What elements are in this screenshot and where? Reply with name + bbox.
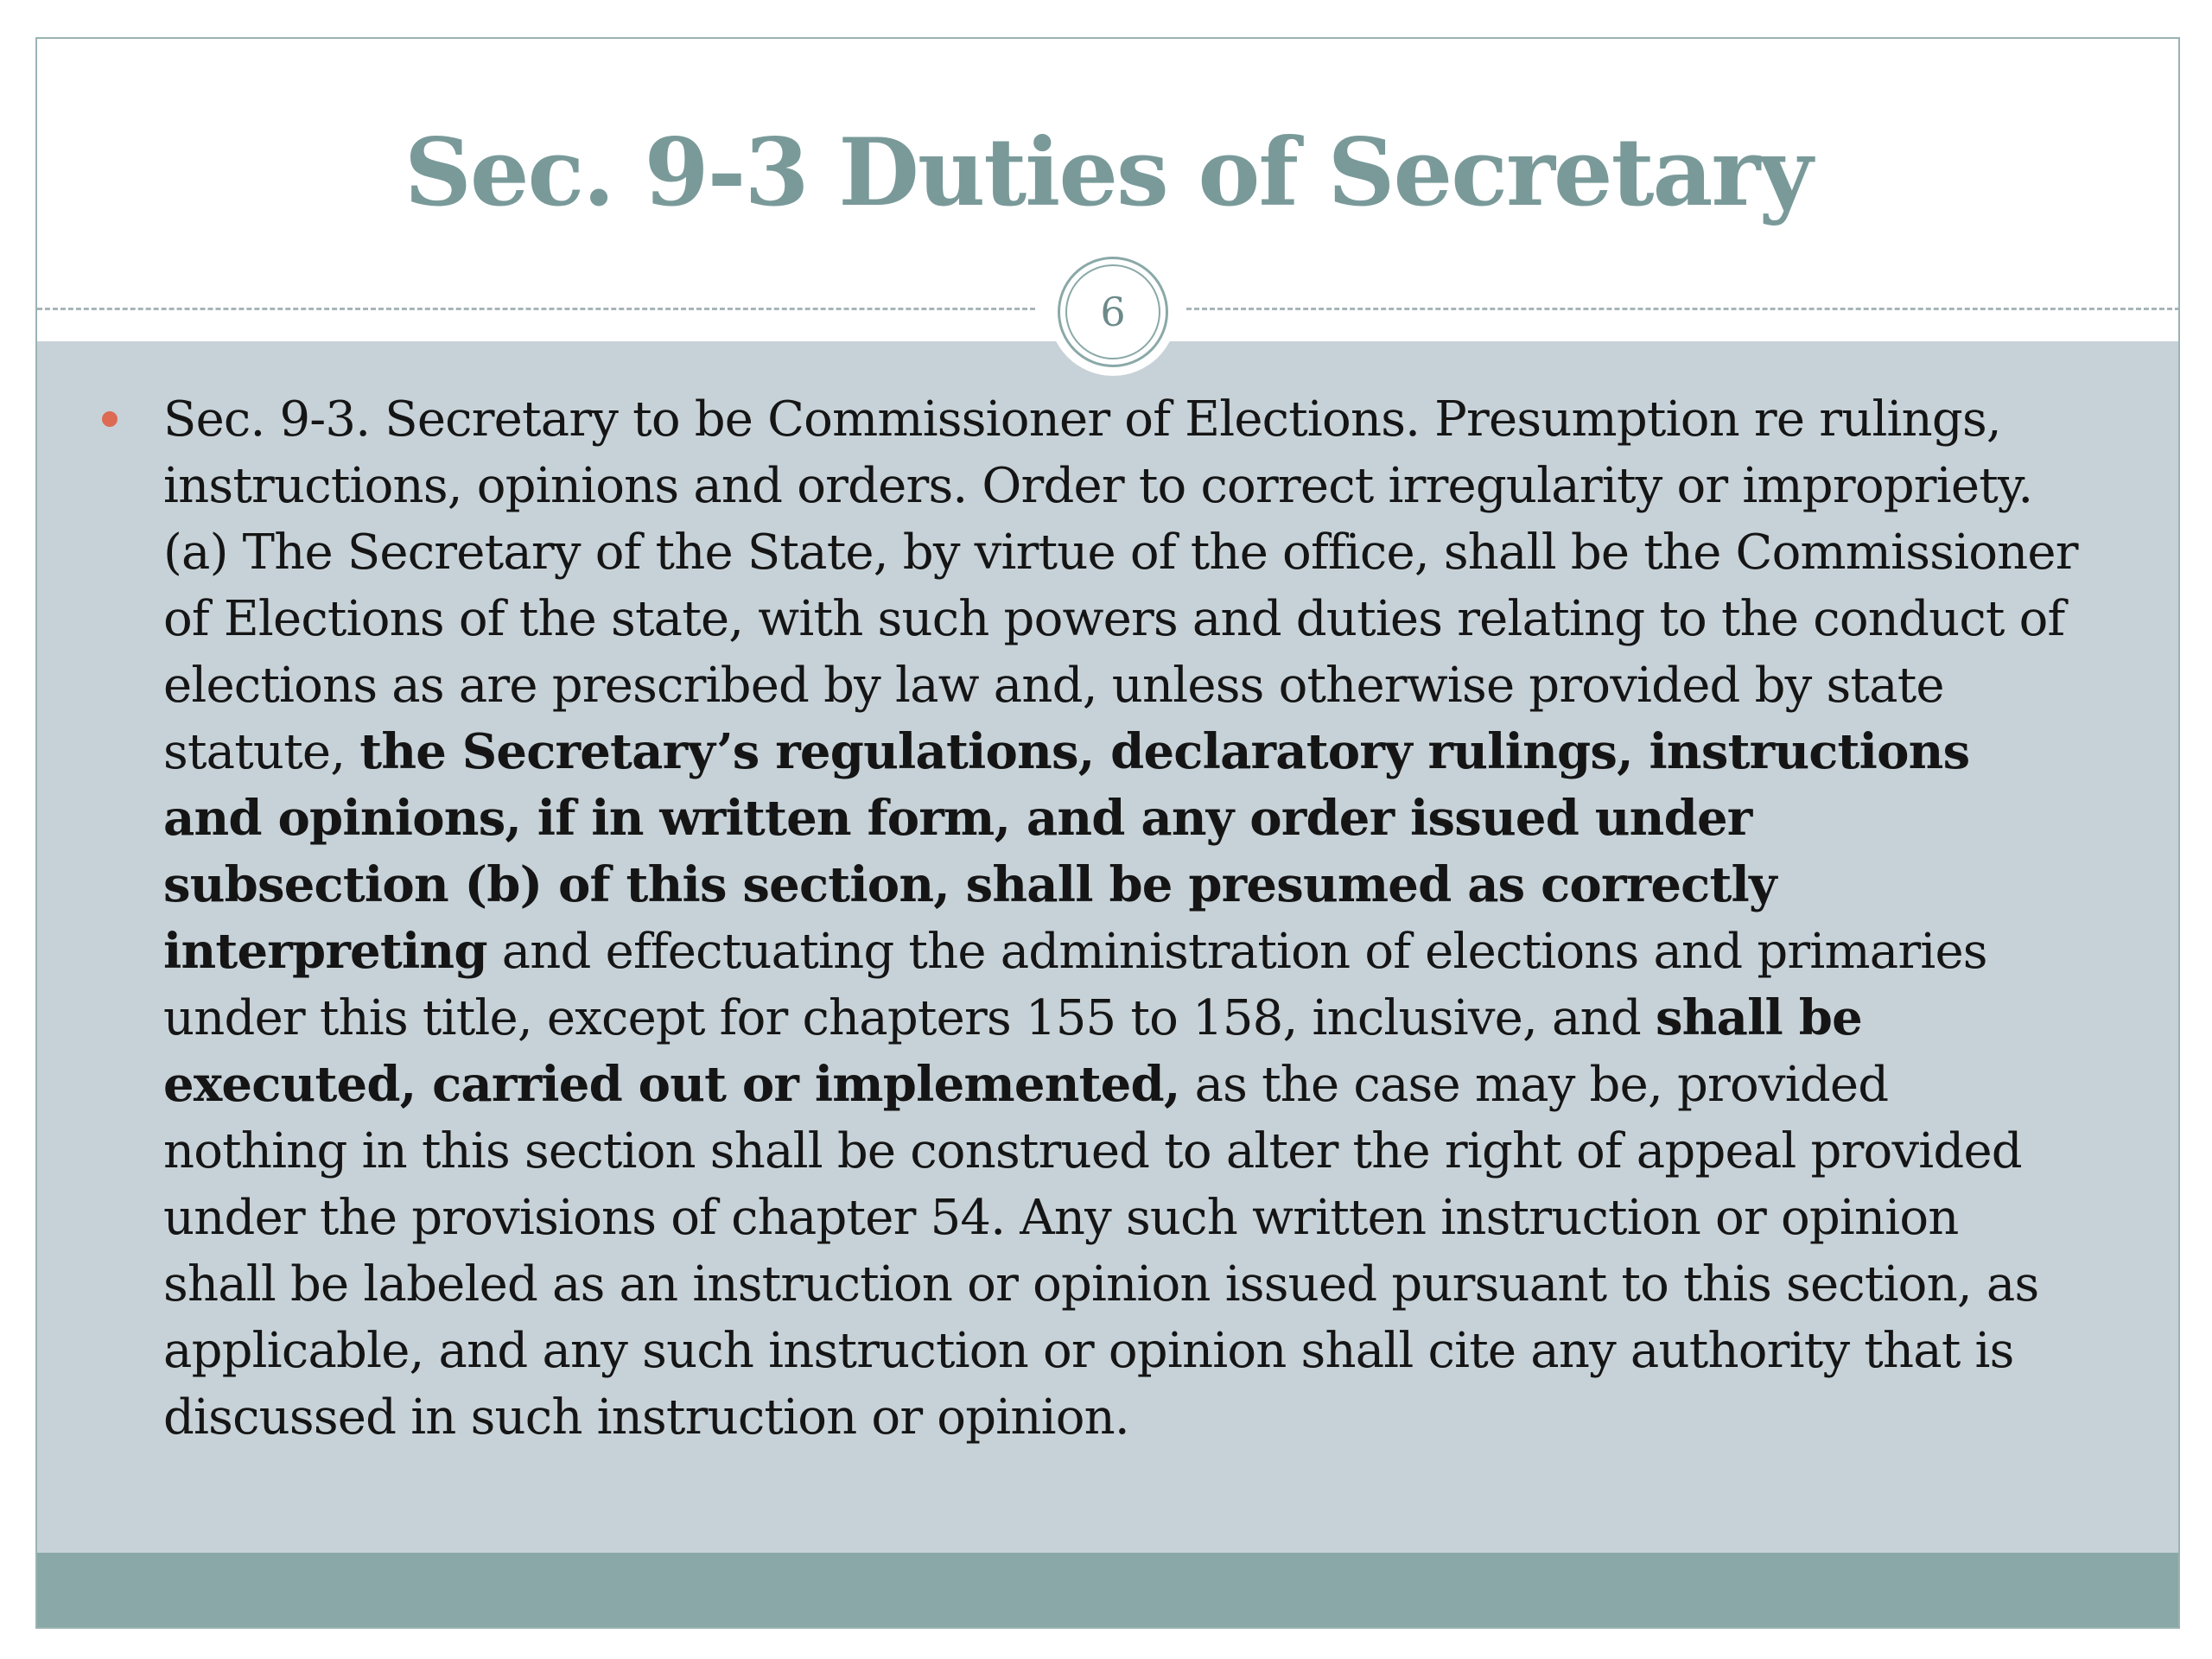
divider-right bbox=[1186, 308, 2180, 310]
slide-number: 6 bbox=[1065, 264, 1160, 359]
text-line bbox=[163, 1251, 2142, 1318]
text-run: of Elections of the state, with such powers and duties relating to the conduct of bbox=[163, 591, 2065, 647]
text-run: elections as are prescribed by law and, unless otherwise provided by state bbox=[163, 658, 1944, 714]
text-line bbox=[163, 719, 2142, 785]
bold-text-run: and opinions, if in written form, and any order issued under bbox=[163, 790, 1752, 847]
bold-text-run: executed, carried out or implemented, bbox=[163, 1056, 1180, 1113]
text-run: under the provisions of chapter 54. Any such written instruction or opinion bbox=[163, 1190, 1959, 1246]
text-line bbox=[163, 386, 2142, 453]
text-run: instructions, opinions and orders. Order to correct irregularity or impropriety. bbox=[163, 458, 2033, 514]
text-run: and effectuating the administration of elections and primaries bbox=[486, 924, 1987, 980]
text-run: discussed in such instruction or opinion. bbox=[163, 1389, 1129, 1446]
text-line bbox=[163, 519, 2142, 586]
bold-text-run: the Secretary’s regulations, declaratory rulings, instructions bbox=[359, 723, 1970, 780]
text-run: shall be labeled as an instruction or opinion issued pursuant to this section, as bbox=[163, 1256, 2039, 1313]
text-run: under this title, except for chapters 155 to 158, inclusive, and bbox=[163, 990, 1656, 1046]
text-line bbox=[163, 652, 2142, 719]
text-run: statute, bbox=[163, 724, 360, 780]
text-line bbox=[163, 785, 2142, 852]
text-run: nothing in this section shall be construed to alter the right of appeal provided bbox=[163, 1123, 2022, 1179]
slide-title: Sec. 9-3 Duties of Secretary bbox=[404, 118, 1812, 227]
text-line bbox=[163, 1118, 2142, 1185]
text-line bbox=[163, 1052, 2142, 1118]
text-run: (a) The Secretary of the State, by virtue of the office, shall be the Commissioner bbox=[163, 524, 2078, 581]
text-line bbox=[163, 918, 2142, 985]
bullet-dot-icon bbox=[102, 411, 118, 427]
text-run: Sec. 9-3. Secretary to be Commissioner of Elections. Presumption re rulings, bbox=[163, 391, 2001, 448]
bold-text-run: shall be bbox=[1655, 989, 1862, 1046]
text-run: applicable, and any such instruction or opinion shall cite any authority that is bbox=[163, 1323, 2014, 1379]
text-line bbox=[163, 1384, 2142, 1451]
bold-text-run: interpreting bbox=[163, 923, 487, 980]
slide bbox=[35, 37, 2180, 1629]
bold-text-run: subsection (b) of this section, shall be presumed as correctly bbox=[163, 856, 1777, 913]
statute-text bbox=[163, 386, 2142, 1451]
text-line bbox=[163, 1185, 2142, 1251]
text-line bbox=[163, 1318, 2142, 1384]
footer-band bbox=[37, 1553, 2178, 1629]
text-line bbox=[163, 852, 2142, 918]
text-run: as the case may be, provided bbox=[1179, 1057, 1889, 1113]
text-line bbox=[163, 453, 2142, 519]
text-line bbox=[163, 985, 2142, 1052]
text-line bbox=[163, 586, 2142, 652]
divider-left bbox=[37, 308, 1035, 310]
